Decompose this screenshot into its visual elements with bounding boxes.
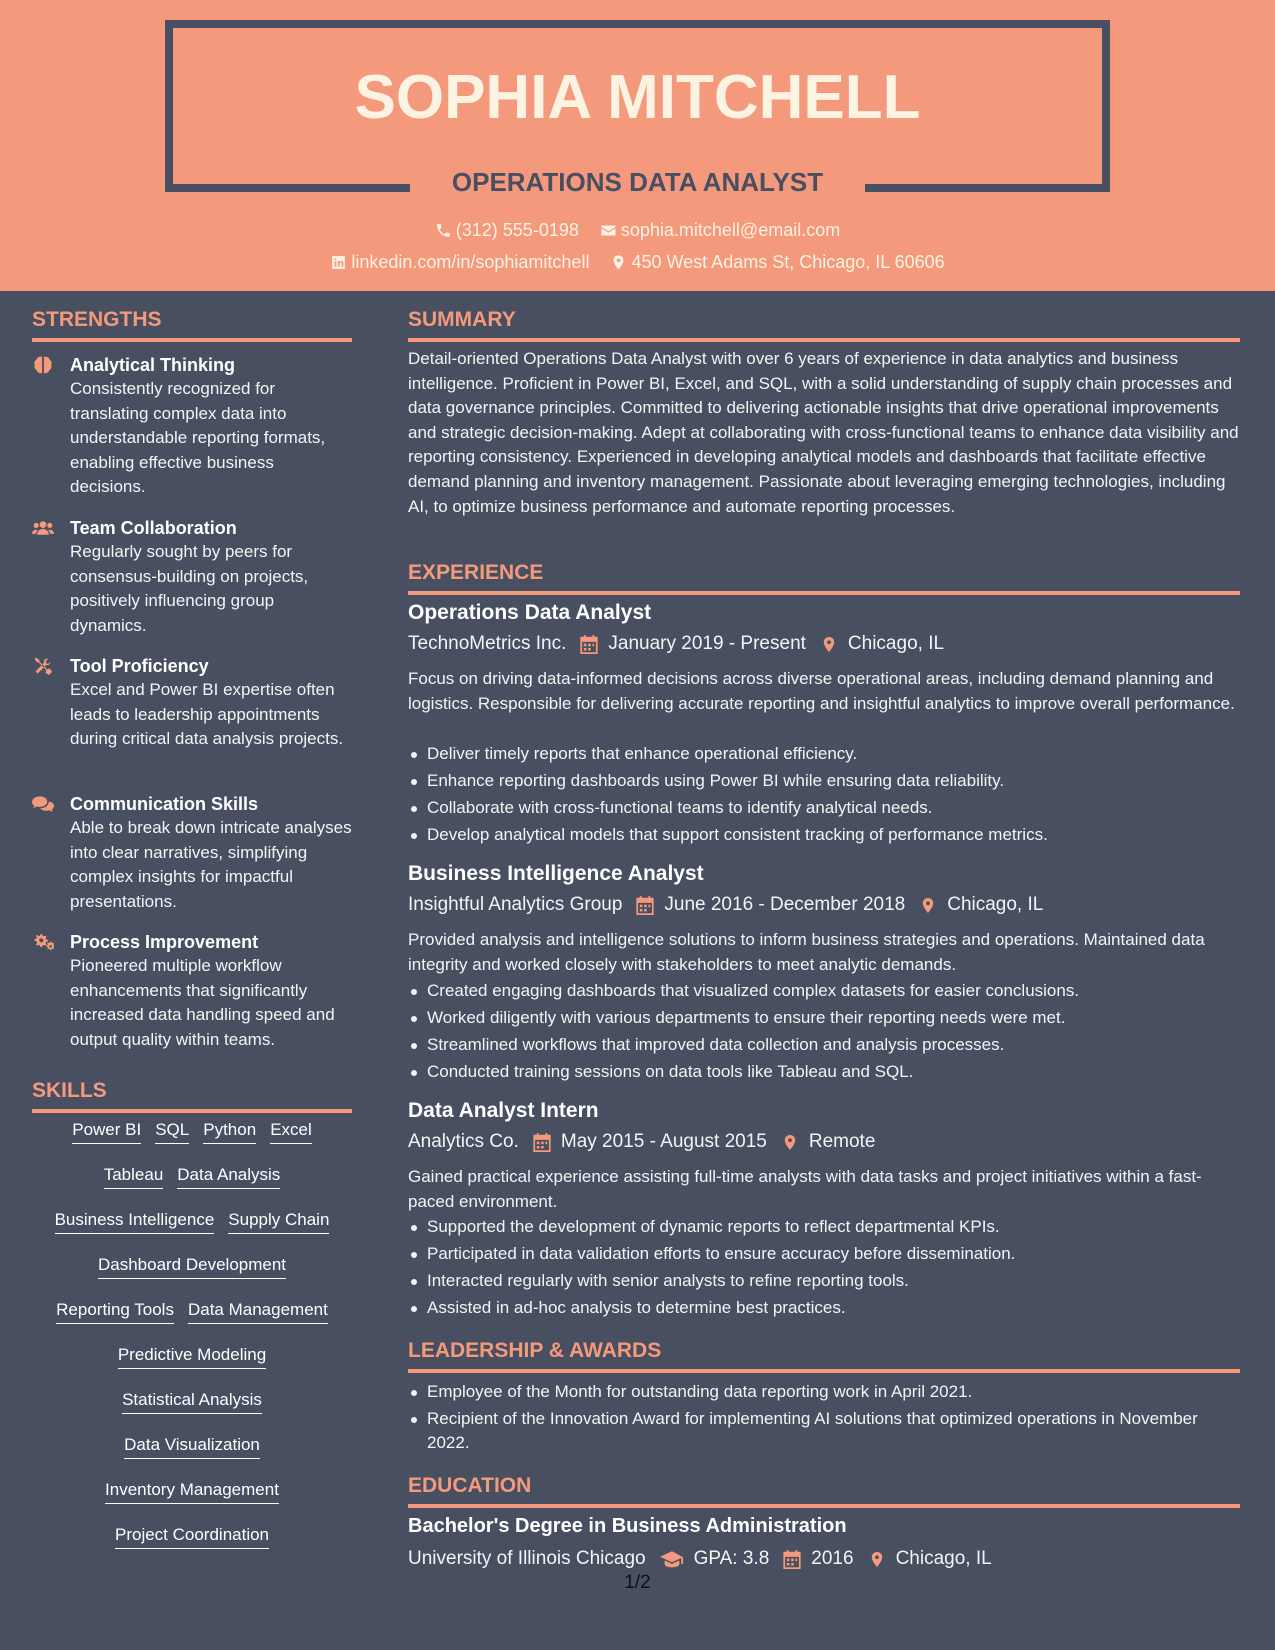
skill-tag: Data Analysis	[177, 1165, 280, 1189]
job-location: Chicago, IL	[947, 894, 1044, 915]
list-item: Participated in data validation efforts to ensure accuracy before dissemination.	[408, 1242, 1240, 1266]
tools-icon	[32, 656, 56, 676]
strength-item	[32, 792, 352, 914]
comments-icon	[32, 794, 56, 814]
skill-tag: Statistical Analysis	[122, 1390, 262, 1414]
list-item: Created engaging dashboards that visualized complex datasets for easier conclusions.	[408, 979, 1240, 1003]
skill-tag: Power BI	[72, 1120, 141, 1144]
strength-title: Analytical Thinking	[70, 355, 236, 375]
list-item: Assisted in ad-hoc analysis to determine best practices.	[408, 1296, 1240, 1320]
page-number: 1/2	[624, 1572, 651, 1593]
list-item: Worked diligently with various departments to ensure their reporting needs were met.	[408, 1006, 1240, 1030]
list-item: Recipient of the Innovation Award for implementing AI solutions that optimized operations in November 2022.	[408, 1407, 1240, 1455]
job-description: Focus on driving data-informed decisions across diverse operational areas, including demand planning and logistics. Responsible for delivering accurate reporting and insightful analytics to improve overall performance.	[408, 669, 1235, 713]
resume-header	[0, 0, 1275, 291]
map-pin-icon	[919, 896, 937, 915]
education-gpa: GPA: 3.8	[693, 1548, 770, 1569]
education-meta	[408, 1548, 992, 1570]
strength-item	[32, 516, 352, 638]
job-dates: June 2016 - December 2018	[664, 894, 906, 915]
education-degree: Bachelor's Degree in Business Administration	[408, 1515, 847, 1537]
calendar-icon	[636, 896, 654, 915]
contact-row-2	[0, 252, 1275, 276]
job-company: Insightful Analytics Group	[408, 894, 623, 915]
skill-tag: Excel	[270, 1120, 312, 1144]
job-title: Business Intelligence Analyst	[408, 862, 704, 885]
summary-heading: SUMMARY	[408, 308, 1240, 342]
skill-tag: Python	[203, 1120, 256, 1144]
experience-heading: EXPERIENCE	[408, 561, 1240, 595]
phone-text: (312) 555-0198	[455, 220, 579, 240]
map-pin-icon	[610, 254, 627, 271]
awards-heading: LEADERSHIP & AWARDS	[408, 1339, 1240, 1373]
skill-tag: Data Visualization	[124, 1435, 260, 1459]
users-icon	[32, 518, 56, 538]
strength-desc: Regularly sought by peers for consensus-building on projects, positively influencing group dynamics.	[70, 542, 309, 635]
strength-title: Tool Proficiency	[70, 656, 209, 676]
skill-tag: Project Coordination	[115, 1525, 269, 1549]
phone-contact[interactable]	[435, 220, 579, 241]
skill-tag: Dashboard Development	[98, 1255, 286, 1279]
list-item: Streamlined workflows that improved data collection and analysis processes.	[408, 1033, 1240, 1057]
skills-heading: SKILLS	[32, 1079, 352, 1113]
job-location: Chicago, IL	[847, 633, 945, 654]
job-description: Gained practical experience assisting full-time analysts with data tasks and project initiatives within a fast-paced environment.	[408, 1167, 1202, 1211]
strength-desc: Pioneered multiple workflow enhancements that significantly increased data handling speed and output quality within teams.	[70, 956, 335, 1049]
candidate-title: OPERATIONS DATA ANALYST	[451, 167, 824, 197]
education-school: University of Illinois Chicago	[408, 1548, 646, 1569]
job-bullets	[408, 742, 1240, 850]
education-heading: EDUCATION	[408, 1474, 1240, 1508]
job-dates: May 2015 - August 2015	[560, 1131, 767, 1152]
job-meta	[408, 633, 944, 655]
list-item: Collaborate with cross-functional teams to identify analytical needs.	[408, 796, 1240, 820]
address-contact	[610, 252, 944, 273]
header-frame-top	[165, 20, 1110, 28]
strength-desc: Consistently recognized for translating complex data into understandable reporting formats, enabling effective business decisions.	[70, 379, 326, 496]
list-item: Develop analytical models that support consistent tracking of performance metrics.	[408, 823, 1240, 847]
strength-item	[32, 353, 352, 500]
skill-tag: SQL	[155, 1120, 189, 1144]
list-item: Conducted training sessions on data tools like Tableau and SQL.	[408, 1060, 1240, 1084]
job-meta	[408, 1131, 875, 1153]
education-location: Chicago, IL	[895, 1548, 992, 1569]
strength-title: Team Collaboration	[70, 518, 237, 538]
skill-tag: Tableau	[104, 1165, 164, 1189]
strength-desc: Excel and Power BI expertise often leads to leadership appointments during critical data analysis projects.	[70, 680, 344, 748]
list-item: Supported the development of dynamic reports to reflect departmental KPIs.	[408, 1215, 1240, 1239]
list-item: Enhance reporting dashboards using Power BI while ensuring data reliability.	[408, 769, 1240, 793]
gears-icon	[32, 932, 56, 952]
skill-tag: Supply Chain	[228, 1210, 329, 1234]
strengths-heading: STRENGTHS	[32, 308, 352, 342]
graduation-cap-icon	[660, 1550, 684, 1569]
list-item: Interacted regularly with senior analysts to refine reporting tools.	[408, 1269, 1240, 1293]
phone-icon	[435, 222, 452, 239]
skill-tag: Reporting Tools	[56, 1300, 174, 1324]
email-text: sophia.mitchell@email.com	[620, 220, 841, 240]
awards-list	[408, 1380, 1240, 1458]
calendar-icon	[533, 1133, 551, 1152]
job-title: Operations Data Analyst	[408, 601, 652, 624]
job-company: TechnoMetrics Inc.	[408, 633, 567, 654]
job-location: Remote	[808, 1131, 876, 1152]
map-pin-icon	[781, 1133, 799, 1152]
linkedin-icon	[330, 254, 347, 271]
calendar-icon	[783, 1550, 801, 1569]
email-contact[interactable]	[600, 220, 840, 241]
job-title: Data Analyst Intern	[408, 1099, 599, 1122]
job-bullets	[408, 979, 1240, 1087]
skill-tag: Inventory Management	[105, 1480, 279, 1504]
map-pin-icon	[868, 1550, 886, 1569]
linkedin-text: linkedin.com/in/sophiamitchell	[351, 252, 590, 272]
job-description: Provided analysis and intelligence solutions to inform business strategies and operations. Maintained data integrity and worked closely with stakeholders to meet analytic demands.	[408, 930, 1205, 974]
skills-list	[32, 1120, 352, 1570]
list-item: Deliver timely reports that enhance operational efficiency.	[408, 742, 1240, 766]
job-dates: January 2019 - Present	[608, 633, 806, 654]
summary-text: Detail-oriented Operations Data Analyst with over 6 years of experience in data analytics and business intelligence. Proficient in Power BI, Excel, and SQL, with a solid understanding of supply chain processes and data governance principles. Committed to delivering actionable insights that drive operational improvements and strategic decision-making. Adept at collaborating with cross-functional teams to enhance data visibility and reporting consistency. Experienced in developing analytical models and dashboards that facilitate effective demand planning and inventory management. Passionate about leveraging emerging technologies, including AI, to optimize business performance and automate reporting processes.	[408, 349, 1239, 516]
strength-title: Communication Skills	[70, 794, 259, 814]
strength-title: Process Improvement	[70, 932, 259, 952]
linkedin-contact[interactable]	[330, 252, 589, 273]
job-bullets	[408, 1215, 1240, 1323]
candidate-name: SOPHIA MITCHELL	[354, 63, 921, 132]
strength-item	[32, 654, 352, 752]
envelope-icon	[600, 222, 617, 239]
skill-tag: Predictive Modeling	[118, 1345, 266, 1369]
skill-tag: Business Intelligence	[55, 1210, 215, 1234]
job-meta	[408, 894, 1043, 916]
calendar-icon	[580, 635, 598, 654]
skill-tag: Data Management	[188, 1300, 328, 1324]
brain-icon	[32, 355, 56, 375]
education-year: 2016	[811, 1548, 854, 1569]
strength-item	[32, 930, 352, 1052]
list-item: Employee of the Month for outstanding data reporting work in April 2021.	[408, 1380, 1240, 1404]
strength-desc: Able to break down intricate analyses into clear narratives, simplifying complex insights for impactful presentations.	[70, 818, 352, 911]
contact-row-1	[0, 220, 1275, 244]
address-text: 450 West Adams St, Chicago, IL 60606	[631, 252, 945, 272]
job-company: Analytics Co.	[408, 1131, 519, 1152]
map-pin-icon	[820, 635, 838, 654]
